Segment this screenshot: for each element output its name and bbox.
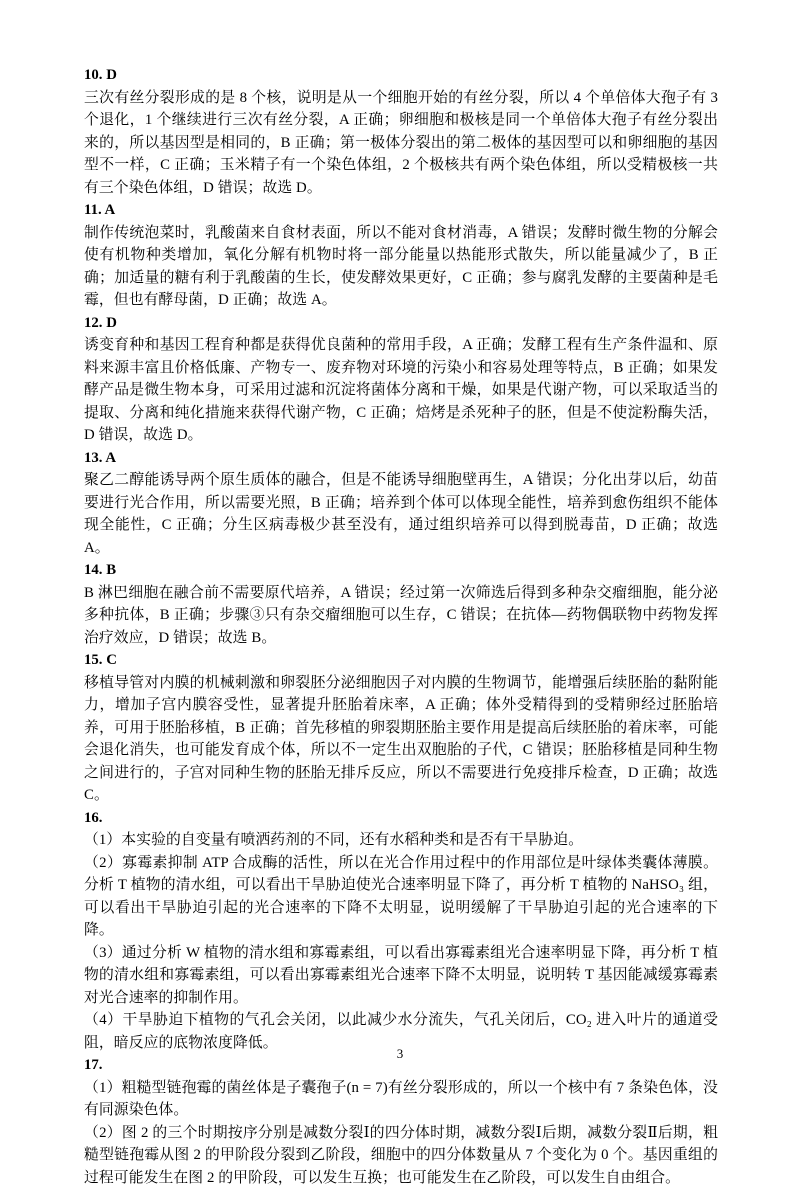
answer-paragraph: 三次有丝分裂形成的是 8 个核，说明是从一个细胞开始的有丝分裂，所以 4 个单倍体大孢子有 3 个退化，1 个继续进行三次有丝分裂，A 正确；卵细胞和极核是同一个单倍体大孢子有丝分裂出来的，所以基因型是相同的，B 正确；第一极体分裂出的第二极体的基因型可以和卵细胞的基因型不一样，C 正确；玉米精子有一个染色体组，2 个极核共有两个染色体组，所以受精极核一共有三个染色体组，D 错误；故选 D。 [84,87,718,200]
answer-block-10 [84,64,718,199]
answer-heading: 16. [84,807,718,830]
answer-block-12 [84,312,718,447]
answer-block-16 [84,807,718,1055]
answer-paragraph: 诱变育种和基因工程育种都是获得优良菌种的常用手段，A 正确；发酵工程有生产条件温和、原料来源丰富且价格低廉、产物专一、废弃物对环境的污染小和容易处理等特点，B 正确；如果发酵产品是微生物本身，可采用过滤和沉淀将菌体分离和干燥，如果是代谢产物，可以采取适当的提取、分离和纯化措施来获得代谢产物，C 正确；焙烤是杀死种子的胚，但是不使淀粉酶失活，D 错误，故选 D。 [84,334,718,447]
answer-paragraph: （2）图 2 的三个时期按序分别是减数分裂Ⅰ的四分体时期，减数分裂Ⅰ后期，减数分裂Ⅱ后期，粗糙型链孢霉从图 2 的甲阶段分裂到乙阶段，细胞中的四分体数量从 7 个变化为 0 个。基因重组的过程可能发生在图 2 的甲阶段，可以发生互换；也可能发生在乙阶段，可以发生自由组合。 [84,1122,718,1189]
answer-heading: 10. D [84,64,718,87]
answer-heading: 11. A [84,199,718,222]
page-number: 3 [0,1046,800,1062]
answer-paragraph: （3）通过分析 W 植物的清水组和寡霉素组，可以看出寡霉素组光合速率明显下降，再分析 T 植物的清水组和寡霉素组，可以看出寡霉素组光合速率下降不太明显，说明转 T 基因能减缓寡霉素对光合速率的抑制作用。 [84,942,718,1010]
answer-heading: 15. C [84,649,718,672]
answer-block-17 [84,1054,718,1189]
answer-paragraph: 移植导管对内膜的机械刺激和卵裂胚分泌细胞因子对内膜的生物调节，能增强后续胚胎的黏附能力，增加子宫内膜容受性，显著提升胚胎着床率，A 正确；体外受精得到的受精卵经过胚胎培养，可用于胚胎移植，B 正确；首先移植的卵裂期胚胎主要作用是提高后续胚胎的着床率，可能会退化消失，也可能发育成个体，所以不一定生出双胞胎的子代，C 错误；胚胎移植是同种生物之间进行的，子宫对同种生物的胚胎无排斥反应，所以不需要进行免疫排斥检查，D 正确；故选 C。 [84,672,718,807]
answer-paragraph: （4）干旱胁迫下植物的气孔会关闭，以此减少水分流失，气孔关闭后，CO₂ 进入叶片的通道受阻，暗反应的底物浓度降低。 [84,1009,718,1054]
answer-paragraph: （2）寡霉素抑制 ATP 合成酶的活性，所以在光合作用过程中的作用部位是叶绿体类囊体薄膜。分析 T 植物的清水组，可以看出干旱胁迫使光合速率明显下降了，再分析 T 植物的 NaHSO₃ 组，可以看出干旱胁迫引起的光合速率的下降不太明显，说明缓解了干旱胁迫引起的光合速率的下降。 [84,852,718,942]
answer-heading: 14. B [84,559,718,582]
answer-paragraph: 制作传统泡菜时，乳酸菌来自食材表面，所以不能对食材消毒，A 错误；发酵时微生物的分解会使有机物种类增加，氧化分解有机物时将一部分能量以热能形式散失，所以能量减少了，B 正确；加适量的糖有利于乳酸菌的生长，使发酵效果更好，C 正确；参与腐乳发酵的主要菌种是毛霉，但也有酵母菌，D 正确；故选 A。 [84,222,718,312]
answer-paragraph: （1）本实验的自变量有喷洒药剂的不同，还有水稻种类和是否有干旱胁迫。 [84,829,718,852]
answer-heading: 12. D [84,312,718,335]
answer-paragraph: B 淋巴细胞在融合前不需要原代培养，A 错误；经过第一次筛选后得到多种杂交瘤细胞，能分泌多种抗体，B 正确；步骤③只有杂交瘤细胞可以生存，C 错误；在抗体—药物偶联物中药物发挥治疗效应，D 错误；故选 B。 [84,582,718,650]
answer-heading: 17. [84,1054,718,1077]
answer-heading: 13. A [84,447,718,470]
answer-block-13 [84,447,718,560]
answer-block-11 [84,199,718,312]
answer-block-15 [84,649,718,807]
answer-block-14 [84,559,718,649]
answer-paragraph: （1）粗糙型链孢霉的菌丝体是子囊孢子(n = 7)有丝分裂形成的，所以一个核中有 7 条染色体，没有同源染色体。 [84,1077,718,1122]
answer-paragraph: 聚乙二醇能诱导两个原生质体的融合，但是不能诱导细胞壁再生，A 错误；分化出芽以后，幼苗要进行光合作用，所以需要光照，B 正确；培养到个体可以体现全能性，培养到愈伤组织不能体现全能性，C 正确；分生区病毒极少甚至没有，通过组织培养可以得到脱毒苗，D 正确；故选 A。 [84,469,718,559]
